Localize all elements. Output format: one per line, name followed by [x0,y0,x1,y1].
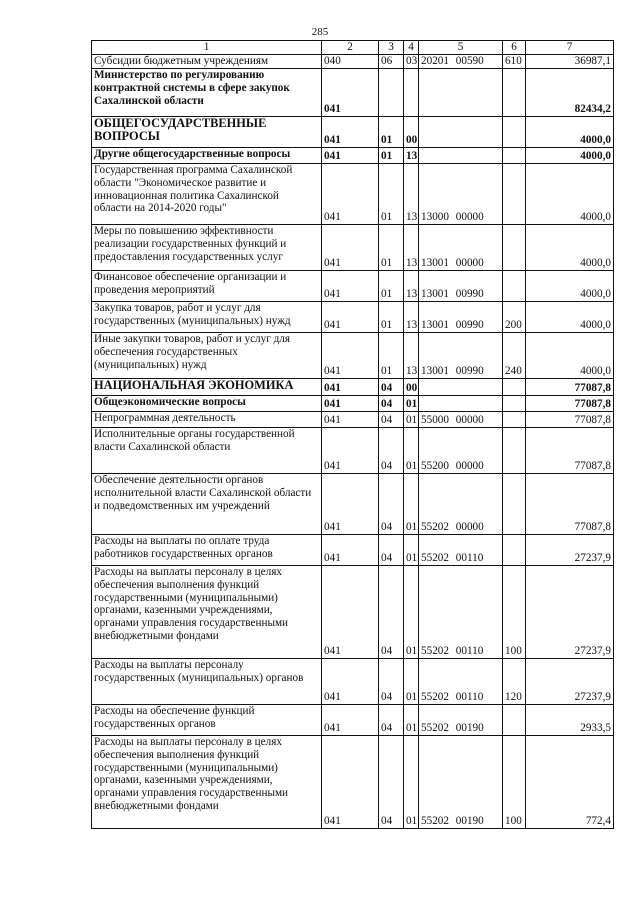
section-cell: 04 [379,428,404,474]
amount-cell: 77087,8 [526,428,614,474]
expense-type-cell [503,69,526,117]
expense-type-cell [503,474,526,535]
amount-cell: 77087,8 [526,474,614,535]
code-cell: 041 [322,535,379,566]
item-name-cell: Расходы на выплаты персоналу в целях обеспечения выполнения функций государственными (муниципальными) органами, казенными учреждениями, органами управления государственными внебюджетными фондами [92,566,322,659]
table-row [92,566,614,659]
amount-cell: 77087,8 [526,412,614,428]
expense-type-cell [503,148,526,164]
amount-cell: 77087,8 [526,379,614,396]
header-cell-6: 6 [503,41,526,55]
table-row [92,535,614,566]
code-cell: 041 [322,474,379,535]
target-article-cell [419,69,503,117]
subsection-cell: 13 [404,302,419,333]
code-cell: 040 [322,55,379,69]
amount-cell: 27237,9 [526,535,614,566]
amount-cell: 77087,8 [526,396,614,412]
header-cell-4: 4 [404,41,419,55]
expense-type-cell: 240 [503,333,526,379]
item-name-cell: Расходы на выплаты по оплате труда работников государственных органов [92,535,322,566]
item-name-cell: Финансовое обеспечение организации и проведения мероприятий [92,271,322,302]
code-cell: 041 [322,428,379,474]
target-article-cell [419,117,503,148]
expense-type-cell [503,225,526,271]
target-article-cell: 13001 00990 [419,302,503,333]
amount-cell: 36987,1 [526,55,614,69]
subsection-cell: 01 [404,396,419,412]
code-cell: 041 [322,271,379,302]
table-row [92,333,614,379]
amount-cell: 772,4 [526,736,614,829]
subsection-cell: 01 [404,705,419,736]
table-row [92,396,614,412]
amount-cell: 27237,9 [526,659,614,705]
code-cell: 041 [322,302,379,333]
code-cell: 041 [322,333,379,379]
section-cell: 04 [379,535,404,566]
code-cell: 041 [322,396,379,412]
table-row [92,148,614,164]
subsection-cell: 01 [404,535,419,566]
table-row [92,705,614,736]
amount-cell: 4000,0 [526,148,614,164]
target-article-cell [419,379,503,396]
table-row [92,164,614,225]
section-cell: 01 [379,302,404,333]
amount-cell: 27237,9 [526,566,614,659]
code-cell: 041 [322,566,379,659]
table-row [92,271,614,302]
subsection-cell: 01 [404,736,419,829]
expense-type-cell [503,117,526,148]
section-cell: 04 [379,705,404,736]
subsection-cell: 01 [404,566,419,659]
amount-cell: 82434,2 [526,69,614,117]
target-article-cell: 55202 00110 [419,535,503,566]
subsection-cell: 01 [404,412,419,428]
section-cell: 06 [379,55,404,69]
target-article-cell: 20201 00590 [419,55,503,69]
item-name-cell: ОБЩЕГОСУДАРСТВЕННЫЕ ВОПРОСЫ [92,117,322,148]
section-cell: 01 [379,333,404,379]
target-article-cell: 55202 00110 [419,659,503,705]
table-header-row [92,41,614,55]
section-cell: 04 [379,474,404,535]
item-name-cell: Закупка товаров, работ и услуг для государственных (муниципальных) нужд [92,302,322,333]
item-name-cell: Государственная программа Сахалинской области "Экономическое развитие и инновационная политика Сахалинской области на 2014-2020 годы" [92,164,322,225]
item-name-cell: Министерство по регулированию контрактной системы в сфере закупок Сахалинской области [92,69,322,117]
target-article-cell [419,396,503,412]
code-cell: 041 [322,117,379,148]
code-cell: 041 [322,736,379,829]
header-cell-2: 2 [322,41,379,55]
expense-type-cell: 100 [503,566,526,659]
subsection-cell: 13 [404,333,419,379]
subsection-cell: 13 [404,225,419,271]
section-cell: 04 [379,566,404,659]
expense-type-cell [503,705,526,736]
section-cell: 01 [379,164,404,225]
header-cell-3: 3 [379,41,404,55]
target-article-cell: 55202 00110 [419,566,503,659]
table-row [92,412,614,428]
code-cell: 041 [322,164,379,225]
expense-type-cell [503,428,526,474]
table-row [92,659,614,705]
item-name-cell: Иные закупки товаров, работ и услуг для обеспечения государственных (муниципальных) нужд [92,333,322,379]
item-name-cell: Субсидии бюджетным учреждениям [92,55,322,69]
section-cell [379,69,404,117]
code-cell: 041 [322,659,379,705]
subsection-cell: 00 [404,379,419,396]
expense-type-cell [503,396,526,412]
section-cell: 01 [379,225,404,271]
section-cell: 01 [379,148,404,164]
subsection-cell: 01 [404,659,419,705]
target-article-cell [419,148,503,164]
amount-cell: 4000,0 [526,302,614,333]
target-article-cell: 55202 00190 [419,736,503,829]
subsection-cell: 13 [404,164,419,225]
target-article-cell: 13001 00000 [419,225,503,271]
subsection-cell: 01 [404,428,419,474]
header-cell-7: 7 [526,41,614,55]
amount-cell: 2933,5 [526,705,614,736]
expense-type-cell [503,412,526,428]
page-number: 285 [311,26,329,38]
header-cell-1: 1 [92,41,322,55]
expense-type-cell: 120 [503,659,526,705]
item-name-cell: Общеэкономические вопросы [92,396,322,412]
item-name-cell: Меры по повышению эффективности реализации государственных функций и предоставления государственных услуг [92,225,322,271]
table-row [92,428,614,474]
subsection-cell: 01 [404,474,419,535]
expense-type-cell: 610 [503,55,526,69]
code-cell: 041 [322,69,379,117]
target-article-cell: 13001 00990 [419,333,503,379]
section-cell: 04 [379,396,404,412]
table-row [92,736,614,829]
item-name-cell: Исполнительные органы государственной власти Сахалинской области [92,428,322,474]
target-article-cell: 13001 00990 [419,271,503,302]
item-name-cell: Обеспечение деятельности органов исполнительной власти Сахалинской области и подведомственных им учреждений [92,474,322,535]
subsection-cell: 13 [404,271,419,302]
item-name-cell: Расходы на выплаты персоналу в целях обеспечения выполнения функций государственными (муниципальными) органами, казенными учреждениями, органами управления государственными внебюджетными фондами [92,736,322,829]
expense-type-cell: 100 [503,736,526,829]
subsection-cell: 13 [404,148,419,164]
target-article-cell: 13000 00000 [419,164,503,225]
code-cell: 041 [322,225,379,271]
item-name-cell: НАЦИОНАЛЬНАЯ ЭКОНОМИКА [92,379,322,396]
expense-type-cell [503,271,526,302]
target-article-cell: 55200 00000 [419,428,503,474]
table-row [92,379,614,396]
table-row [92,474,614,535]
table-row [92,69,614,117]
section-cell: 01 [379,271,404,302]
expense-type-cell: 200 [503,302,526,333]
subsection-cell: 03 [404,55,419,69]
item-name-cell: Непрограммная деятельность [92,412,322,428]
table-row [92,225,614,271]
header-cell-5: 5 [419,41,503,55]
subsection-cell [404,69,419,117]
item-name-cell: Расходы на обеспечение функций государственных органов [92,705,322,736]
section-cell: 04 [379,736,404,829]
expense-type-cell [503,164,526,225]
code-cell: 041 [322,412,379,428]
section-cell: 04 [379,659,404,705]
table-row [92,55,614,69]
subsection-cell: 00 [404,117,419,148]
section-cell: 04 [379,412,404,428]
item-name-cell: Другие общегосударственные вопросы [92,148,322,164]
code-cell: 041 [322,705,379,736]
budget-table [91,40,614,829]
item-name-cell: Расходы на выплаты персоналу государственных (муниципальных) органов [92,659,322,705]
target-article-cell: 55000 00000 [419,412,503,428]
code-cell: 041 [322,148,379,164]
code-cell: 041 [322,379,379,396]
target-article-cell: 55202 00190 [419,705,503,736]
section-cell: 01 [379,117,404,148]
amount-cell: 4000,0 [526,225,614,271]
amount-cell: 4000,0 [526,271,614,302]
amount-cell: 4000,0 [526,333,614,379]
amount-cell: 4000,0 [526,164,614,225]
section-cell: 04 [379,379,404,396]
expense-type-cell [503,535,526,566]
expense-type-cell [503,379,526,396]
target-article-cell: 55202 00000 [419,474,503,535]
table-row [92,302,614,333]
amount-cell: 4000,0 [526,117,614,148]
table-row [92,117,614,148]
